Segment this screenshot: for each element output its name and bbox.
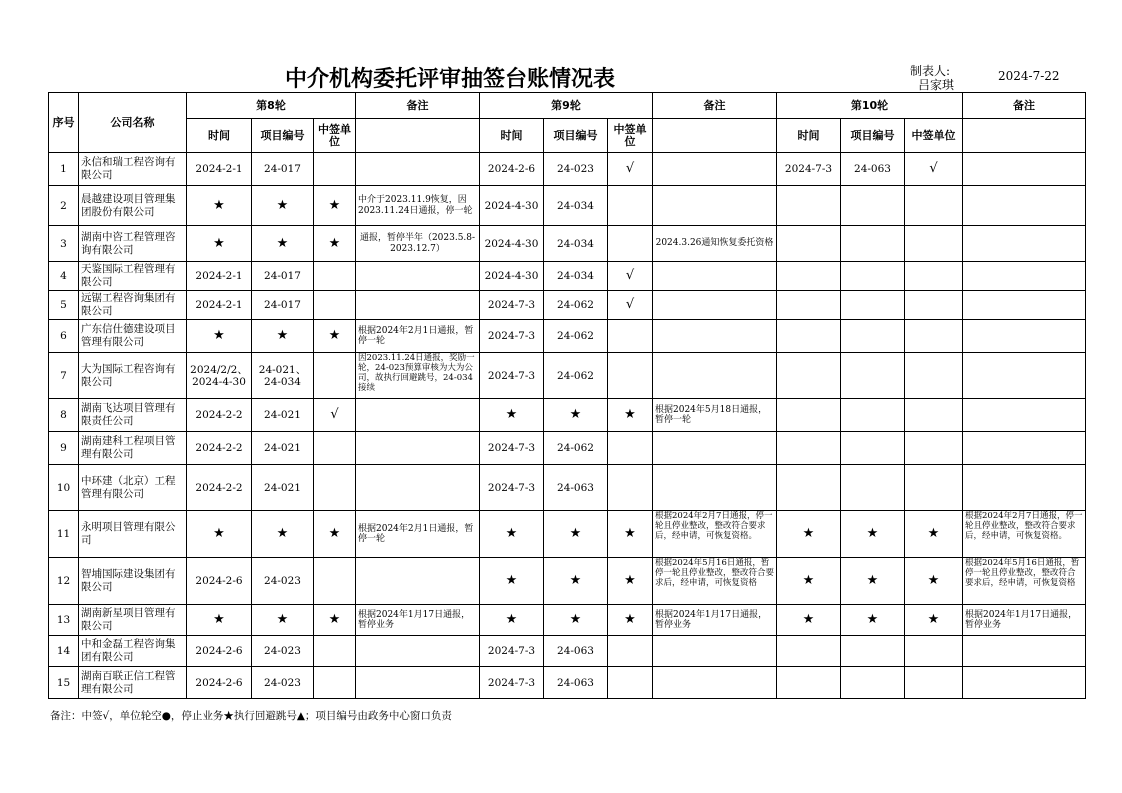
round-project-no [841, 226, 905, 262]
table-row [49, 465, 1086, 511]
round-time [777, 432, 841, 465]
round-remark [653, 353, 777, 399]
round-remark: 根据2024年1月17日通报，暂停业务 [356, 605, 480, 636]
round-winner-mark [905, 399, 963, 432]
round-project-no [841, 432, 905, 465]
round-winner-mark: ★ [608, 511, 653, 558]
round-project-no: ★ [252, 186, 314, 226]
round-project-no: 24-017 [252, 291, 314, 320]
round-winner-mark: ★ [608, 558, 653, 605]
row-seq: 5 [49, 291, 79, 320]
round-winner-mark [905, 262, 963, 291]
round-time: 2024-2-1 [187, 262, 252, 291]
round-time: 2024-2-6 [480, 153, 544, 186]
round-winner-mark [314, 636, 356, 667]
round-winner-mark [608, 353, 653, 399]
header-seq: 序号 [49, 93, 79, 153]
round-time: 2024-7-3 [480, 353, 544, 399]
round-remark [963, 320, 1086, 353]
round-remark [653, 153, 777, 186]
round-winner-mark [314, 353, 356, 399]
round-remark [963, 153, 1086, 186]
round-project-no: 24-034 [544, 226, 608, 262]
round-remark [963, 291, 1086, 320]
round-time: ★ [187, 226, 252, 262]
round-remark [653, 465, 777, 511]
row-seq: 2 [49, 186, 79, 226]
round-time [777, 667, 841, 699]
round-project-no: ★ [544, 605, 608, 636]
round-winner-mark: ★ [905, 605, 963, 636]
round-time [777, 320, 841, 353]
round-time [777, 465, 841, 511]
header-remark10: 备注 [963, 93, 1086, 119]
round-project-no [841, 399, 905, 432]
header-round9: 第9轮 [480, 93, 653, 119]
round-winner-mark [608, 186, 653, 226]
round-winner-mark [905, 291, 963, 320]
round-project-no: ★ [544, 558, 608, 605]
header-remark8: 备注 [356, 93, 480, 119]
round-remark: 根据2024年2月1日通报，暂停一轮 [356, 320, 480, 353]
row-seq: 13 [49, 605, 79, 636]
row-seq: 14 [49, 636, 79, 667]
round-project-no: ★ [252, 605, 314, 636]
maker-label: 制表人: [910, 64, 951, 78]
round-winner-mark [905, 320, 963, 353]
table-row [49, 636, 1086, 667]
round-time: ★ [480, 511, 544, 558]
round-project-no: 24-023 [252, 558, 314, 605]
header-round8: 第8轮 [187, 93, 356, 119]
header-winner9: 中签单 位 [608, 119, 653, 153]
round-winner-mark: ★ [905, 511, 963, 558]
round-project-no: 24-062 [544, 432, 608, 465]
ledger-table [48, 92, 1086, 699]
row-company: 晨越建设项目管理集团股份有限公司 [79, 186, 187, 226]
table-row [49, 353, 1086, 399]
round-project-no: 24-034 [544, 186, 608, 226]
round-remark [356, 558, 480, 605]
round-remark [356, 291, 480, 320]
round-time: 2024-7-3 [480, 465, 544, 511]
round-remark [963, 432, 1086, 465]
round-time: 2024-7-3 [480, 667, 544, 699]
round-winner-mark [314, 432, 356, 465]
round-project-no [841, 465, 905, 511]
table-row [49, 399, 1086, 432]
ledger-body [49, 153, 1086, 699]
round-time: ★ [480, 605, 544, 636]
round-winner-mark [314, 465, 356, 511]
round-project-no: 24-021 [252, 465, 314, 511]
row-seq: 10 [49, 465, 79, 511]
round-project-no: 24-062 [544, 320, 608, 353]
header-remark8-blank [356, 119, 480, 153]
round-remark [653, 262, 777, 291]
row-company: 天鉴国际工程管理有限公司 [79, 262, 187, 291]
round-winner-mark [905, 186, 963, 226]
round-remark: 通报，暂停半年（2023.5.8-2023.12.7） [356, 226, 480, 262]
round-project-no: ★ [841, 511, 905, 558]
round-time: 2024-2-1 [187, 153, 252, 186]
round-remark: 根据2024年1月17日通报，暂停业务 [653, 605, 777, 636]
row-seq: 7 [49, 353, 79, 399]
table-row [49, 511, 1086, 558]
row-company: 中环建（北京）工程管理有限公司 [79, 465, 187, 511]
round-time: 2024-7-3 [480, 432, 544, 465]
row-company: 永信和瑞工程咨询有限公司 [79, 153, 187, 186]
round-time: 2024/2/2、2024-4-30 [187, 353, 252, 399]
row-company: 湖南中咨工程管理咨询有限公司 [79, 226, 187, 262]
row-seq: 4 [49, 262, 79, 291]
table-row [49, 605, 1086, 636]
round-winner-mark: √ [608, 262, 653, 291]
header-winner10: 中签单位 [905, 119, 963, 153]
round-remark [356, 465, 480, 511]
round-remark: 根据2024年1月17日通报，暂停业务 [963, 605, 1086, 636]
round-remark [653, 291, 777, 320]
row-company: 永明项目管理有限公司 [79, 511, 187, 558]
round-time: ★ [187, 320, 252, 353]
round-winner-mark [314, 558, 356, 605]
round-project-no: 24-017 [252, 262, 314, 291]
round-remark [356, 262, 480, 291]
round-time: 2024-7-3 [480, 291, 544, 320]
round-winner-mark: ★ [314, 226, 356, 262]
round-winner-mark [905, 667, 963, 699]
round-winner-mark [608, 667, 653, 699]
round-remark [963, 186, 1086, 226]
table-row [49, 667, 1086, 699]
round-time: 2024-4-30 [480, 226, 544, 262]
round-winner-mark [905, 432, 963, 465]
table-row [49, 558, 1086, 605]
round-project-no: 24-023 [252, 667, 314, 699]
round-remark: 因2023.11.24日通报，奖励一轮，24-023预算审核为大为公司，故执行回避跳号，24-034接续 [356, 353, 480, 399]
round-project-no: 24-023 [252, 636, 314, 667]
table-row [49, 432, 1086, 465]
round-remark [356, 399, 480, 432]
round-time [777, 226, 841, 262]
round-remark: 根据2024年5月18日通报，暂停一轮 [653, 399, 777, 432]
round-project-no: 24-021 [252, 399, 314, 432]
round-remark: 根据2024年2月7日通报，停一轮且停业整改，整改符合要求后，经申请，可恢复资格。 [963, 511, 1086, 558]
header-time9: 时间 [480, 119, 544, 153]
round-project-no [841, 262, 905, 291]
round-time [777, 399, 841, 432]
round-project-no: ★ [252, 511, 314, 558]
round-project-no [841, 667, 905, 699]
row-company: 湖南建科工程项目管理有限公司 [79, 432, 187, 465]
round-winner-mark [314, 667, 356, 699]
round-winner-mark [608, 432, 653, 465]
table-date: 2024-7-22 [998, 69, 1060, 83]
round-time: ★ [777, 511, 841, 558]
round-remark [653, 186, 777, 226]
row-seq: 6 [49, 320, 79, 353]
round-project-no: 24-063 [544, 465, 608, 511]
round-winner-mark [905, 465, 963, 511]
round-time [777, 186, 841, 226]
round-project-no [841, 636, 905, 667]
round-time: 2024-4-30 [480, 186, 544, 226]
round-project-no: 24-062 [544, 353, 608, 399]
round-project-no: 24-023 [544, 153, 608, 186]
table-row [49, 262, 1086, 291]
table-row [49, 186, 1086, 226]
round-remark [963, 262, 1086, 291]
round-time: 2024-2-6 [187, 558, 252, 605]
header-winner8: 中签单 位 [314, 119, 356, 153]
table-row [49, 291, 1086, 320]
row-seq: 9 [49, 432, 79, 465]
round-winner-mark: √ [608, 291, 653, 320]
header-project9: 项目编号 [544, 119, 608, 153]
round-project-no: 24-063 [841, 153, 905, 186]
round-remark: 2024.3.26通知恢复委托资格 [653, 226, 777, 262]
round-project-no: 24-034 [544, 262, 608, 291]
round-project-no [841, 291, 905, 320]
round-project-no: ★ [544, 511, 608, 558]
row-company: 远锯工程咨询集团有限公司 [79, 291, 187, 320]
round-remark [653, 636, 777, 667]
round-remark [356, 667, 480, 699]
round-time: 2024-2-1 [187, 291, 252, 320]
round-winner-mark [314, 153, 356, 186]
round-time [777, 291, 841, 320]
page-title: 中介机构委托评审抽签台账情况表 [285, 67, 616, 92]
round-winner-mark: ★ [905, 558, 963, 605]
maker-name: 吕家琪 [918, 78, 955, 92]
round-project-no: ★ [841, 605, 905, 636]
row-company: 湖南百联正信工程管理有限公司 [79, 667, 187, 699]
table-row [49, 226, 1086, 262]
round-remark: 中介于2023.11.9恢复，因2023.11.24日通报，停一轮 [356, 186, 480, 226]
round-remark [963, 399, 1086, 432]
round-project-no [841, 353, 905, 399]
round-remark [963, 636, 1086, 667]
round-winner-mark: ★ [314, 186, 356, 226]
round-project-no: ★ [252, 320, 314, 353]
round-winner-mark: √ [314, 399, 356, 432]
round-remark: 根据2024年5月16日通报，暂停一轮且停业整改，整改符合要求后，经申请，可恢复资格 [963, 558, 1086, 605]
round-winner-mark: ★ [314, 605, 356, 636]
round-winner-mark [608, 636, 653, 667]
round-time: ★ [480, 558, 544, 605]
row-seq: 8 [49, 399, 79, 432]
round-time: 2024-7-3 [480, 320, 544, 353]
round-project-no [841, 320, 905, 353]
round-project-no: 24-017 [252, 153, 314, 186]
round-project-no: 24-062 [544, 291, 608, 320]
round-time: 2024-2-2 [187, 399, 252, 432]
round-remark [963, 226, 1086, 262]
header-remark10-blank [963, 119, 1086, 153]
row-seq: 3 [49, 226, 79, 262]
round-winner-mark [608, 226, 653, 262]
round-project-no: 24-063 [544, 667, 608, 699]
header-company: 公司名称 [79, 93, 187, 153]
round-time: 2024-7-3 [480, 636, 544, 667]
row-seq: 12 [49, 558, 79, 605]
round-winner-mark: √ [608, 153, 653, 186]
round-time: 2024-4-30 [480, 262, 544, 291]
round-winner-mark [314, 291, 356, 320]
round-project-no: 24-021、24-034 [252, 353, 314, 399]
round-remark: 根据2024年2月1日通报，暂停一轮 [356, 511, 480, 558]
row-company: 大为国际工程咨询有限公司 [79, 353, 187, 399]
round-time: 2024-2-6 [187, 667, 252, 699]
header-remark9: 备注 [653, 93, 777, 119]
round-project-no: ★ [544, 399, 608, 432]
row-company: 广东信仕德建设项目管理有限公司 [79, 320, 187, 353]
round-remark: 根据2024年2月7日通报，停一轮且停业整改，整改符合要求后，经申请，可恢复资格。 [653, 511, 777, 558]
header-round10: 第10轮 [777, 93, 963, 119]
round-time: ★ [480, 399, 544, 432]
round-winner-mark [608, 320, 653, 353]
round-winner-mark: ★ [608, 399, 653, 432]
round-remark [653, 432, 777, 465]
footer-note: 备注：中签√，单位轮空●，停止业务★执行回避跳号▲；项目编号由政务中心窗口负责 [50, 710, 452, 722]
table-row [49, 320, 1086, 353]
round-time: 2024-2-6 [187, 636, 252, 667]
row-company: 湖南新星项目管理有限公司 [79, 605, 187, 636]
round-time: ★ [777, 558, 841, 605]
row-company: 湖南飞达项目管理有限责任公司 [79, 399, 187, 432]
header-remark9-blank [653, 119, 777, 153]
round-project-no: 24-063 [544, 636, 608, 667]
round-project-no: ★ [841, 558, 905, 605]
row-seq: 11 [49, 511, 79, 558]
row-company: 智埔国际建设集团有限公司 [79, 558, 187, 605]
header-time8: 时间 [187, 119, 252, 153]
table-row [49, 153, 1086, 186]
round-time: 2024-7-3 [777, 153, 841, 186]
round-project-no [841, 186, 905, 226]
round-project-no: ★ [252, 226, 314, 262]
round-remark [963, 353, 1086, 399]
round-remark [653, 320, 777, 353]
round-remark [963, 667, 1086, 699]
round-time: 2024-2-2 [187, 432, 252, 465]
round-remark [963, 465, 1086, 511]
round-remark: 根据2024年5月16日通报，暂停一轮且停业整改，整改符合要求后，经申请，可恢复资格 [653, 558, 777, 605]
round-time: ★ [187, 186, 252, 226]
row-company: 中和金磊工程咨询集团有限公司 [79, 636, 187, 667]
round-time: ★ [187, 605, 252, 636]
round-remark [356, 153, 480, 186]
round-winner-mark: ★ [314, 320, 356, 353]
round-winner-mark [905, 226, 963, 262]
row-seq: 1 [49, 153, 79, 186]
round-winner-mark [608, 465, 653, 511]
round-time: ★ [777, 605, 841, 636]
round-winner-mark [905, 636, 963, 667]
round-time [777, 636, 841, 667]
round-winner-mark: √ [905, 153, 963, 186]
header-project10: 项目编号 [841, 119, 905, 153]
round-remark [356, 432, 480, 465]
round-winner-mark: ★ [608, 605, 653, 636]
round-winner-mark [905, 353, 963, 399]
round-time [777, 262, 841, 291]
round-time [777, 353, 841, 399]
header-project8: 项目编号 [252, 119, 314, 153]
round-project-no: 24-021 [252, 432, 314, 465]
round-remark [653, 667, 777, 699]
round-remark [356, 636, 480, 667]
round-winner-mark [314, 262, 356, 291]
header-time10: 时间 [777, 119, 841, 153]
round-time: ★ [187, 511, 252, 558]
round-time: 2024-2-2 [187, 465, 252, 511]
row-seq: 15 [49, 667, 79, 699]
round-winner-mark: ★ [314, 511, 356, 558]
